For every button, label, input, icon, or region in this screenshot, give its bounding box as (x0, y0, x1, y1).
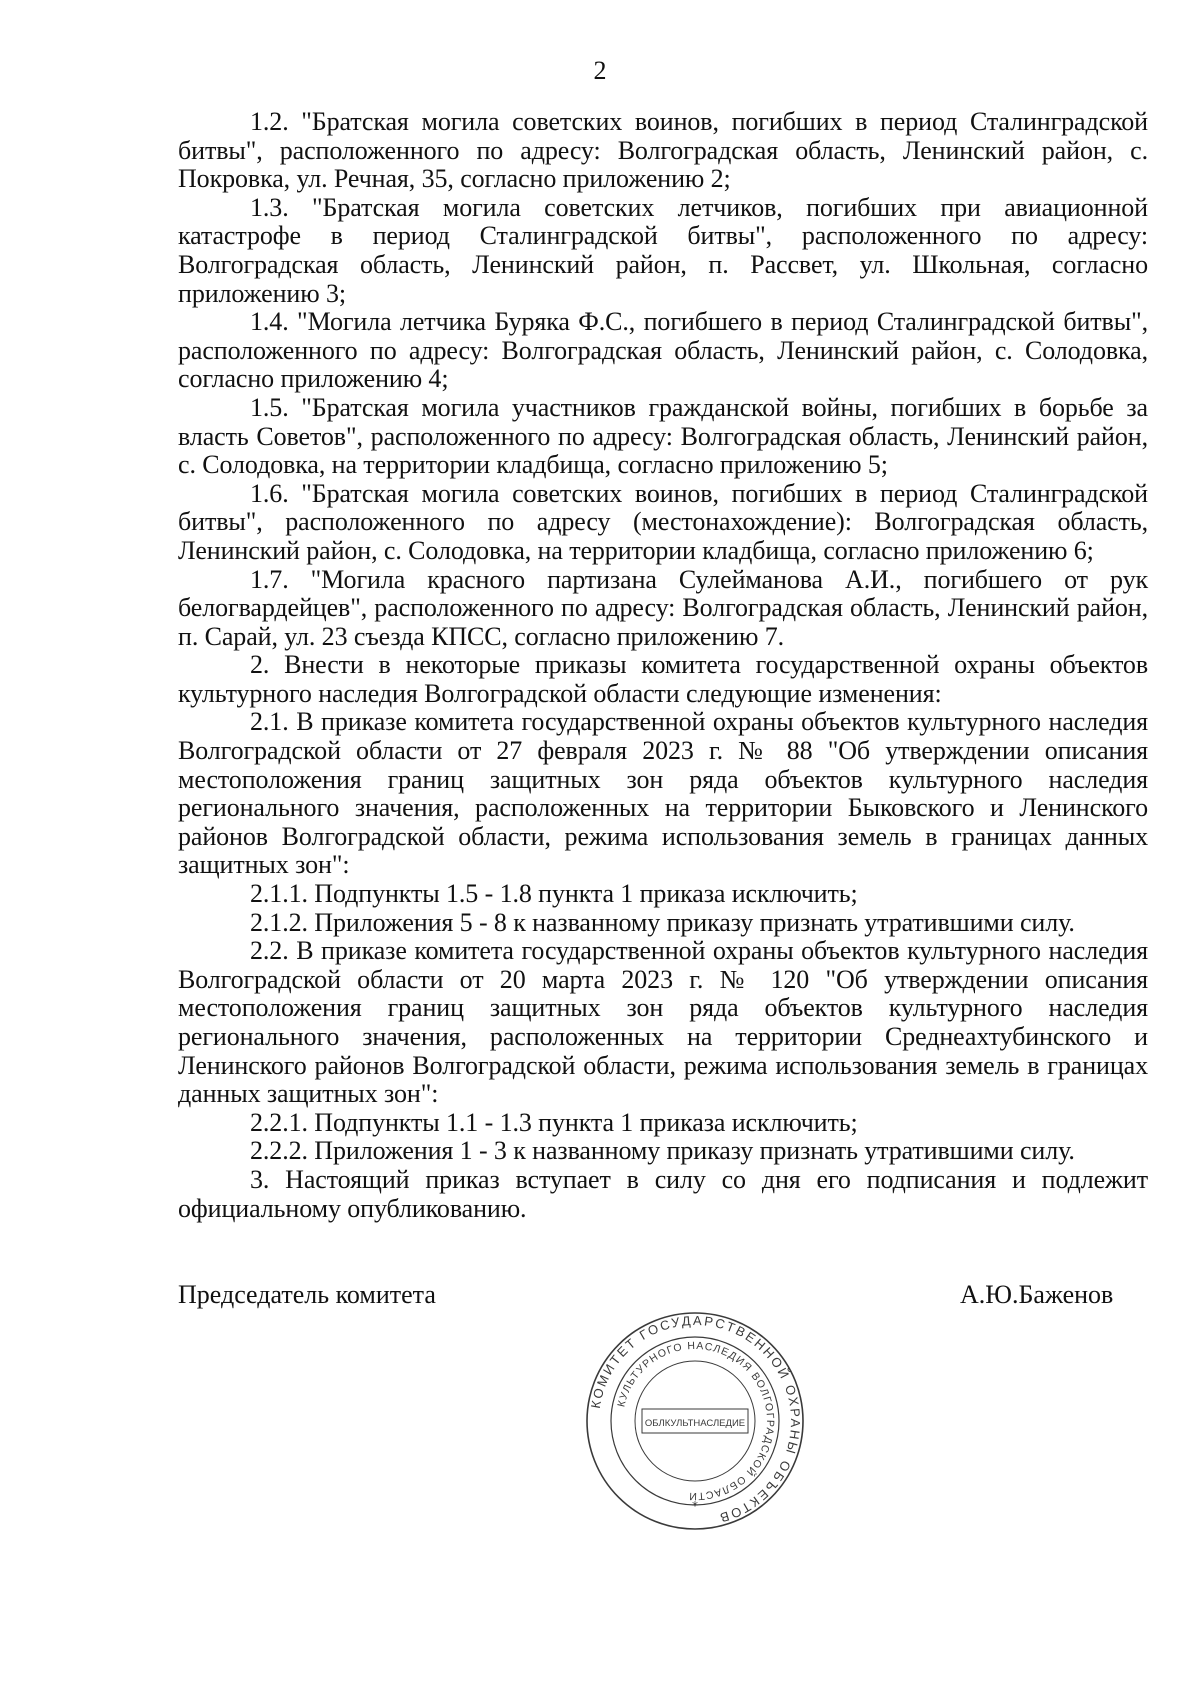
paragraph: 1.7. "Могила красного партизана Сулейманова А.И., погибшего от рук белогвардейцев", расположенного по адресу: Волгоградская область, Ленинский район, п. Сарай, ул. 23 съезда КПСС, согласно приложению 7. (178, 564, 1148, 651)
paragraph: 2.1.1. Подпункты 1.5 - 1.8 пункта 1 приказа исключить; (250, 879, 858, 909)
paragraph: 2.2.1. Подпункты 1.1 - 1.3 пункта 1 приказа исключить; (250, 1107, 858, 1137)
seal-inner-text: КУЛЬТУРНОГО НАСЛЕДИЯ ВОЛГОГРАДСКОЙ ОБЛАСТИ (615, 1339, 777, 1503)
seal-center-text: ОБЛКУЛЬТНАСЛЕДИЕ (644, 1418, 746, 1429)
svg-text:*: * (692, 1499, 698, 1513)
paragraph: 1.2. "Братская могила советских воинов, погибших в период Сталинградской битвы", расположенного по адресу: Волгоградская область, Ленинский район, с. Покровка, ул. Речная, 35, согласно приложению 2; (178, 107, 1148, 194)
seal-outer-text: КОМИТЕТ ГОСУДАРСТВЕННОЙ ОХРАНЫ ОБЪЕКТОВ (587, 1312, 804, 1527)
paragraph: 2.2. В приказе комитета государственной охраны объектов культурного наследия Волгоградской области от 20 марта 2023 г. № 120 "Об утверждении описания местоположения границ защитных зон ряда объектов культурного наследия регионального значения, расположенных на территории Среднеахтубинского и Ленинского районов Волгоградской области, режима использования земель в границах данных защитных зон": (178, 936, 1148, 1109)
paragraph: 2.1.2. Приложения 5 - 8 к названному приказу признать утратившими силу. (250, 907, 1075, 937)
paragraph: 2. Внести в некоторые приказы комитета государственной охраны объектов культурного наследия Волгоградской области следующие изменения: (178, 650, 1148, 708)
paragraph: 2.1. В приказе комитета государственной охраны объектов культурного наследия Волгоградской области от 27 февраля 2023 г. № 88 "Об утверждении описания местоположения границ защитных зон ряда объектов культурного наследия регионального значения, расположенных на территории Быковского и Ленинского районов Волгоградской области, режима использования земель в границах данных защитных зон": (178, 707, 1148, 880)
signer-title: Председатель комитета (178, 1280, 436, 1309)
paragraph: 1.3. "Братская могила советских летчиков, погибших при авиационной катастрофе в период Сталинградской битвы", расположенного по адресу: Волгоградская область, Ленинский район, п. Рассвет, ул. Школьная, согласно приложению 3; (178, 192, 1148, 308)
paragraph: 1.5. "Братская могила участников гражданской войны, погибших в борьбе за власть Советов", расположенного по адресу: Волгоградская область, Ленинский район, с. Солодовка, на территории кладбища, согласно приложению 5; (178, 392, 1148, 480)
document-body (178, 108, 1148, 1223)
paragraph: 1.6. "Братская могила советских воинов, погибших в период Сталинградской битвы", расположенного по адресу (местонахождение): Волгоградская область, Ленинский район, с. Солодовка, на территории кладбища, согласно приложению 6; (178, 478, 1148, 565)
paragraph: 3. Настоящий приказ вступает в силу со дня его подписания и подлежит официальному опубликованию. (178, 1164, 1148, 1223)
paragraph: 1.4. "Могила летчика Буряка Ф.С., погибшего в период Сталинградской битвы", расположенного по адресу: Волгоградская область, Ленинский район, с. Солодовка, согласно приложению 4; (178, 307, 1148, 394)
signer-name: А.Ю.Баженов (960, 1280, 1114, 1309)
official-seal (584, 1310, 806, 1532)
page-number: 2 (593, 56, 607, 85)
paragraph: 2.2.2. Приложения 1 - 3 к названному приказу признать утратившими силу. (250, 1136, 1075, 1166)
seal-graphic (584, 1310, 806, 1532)
